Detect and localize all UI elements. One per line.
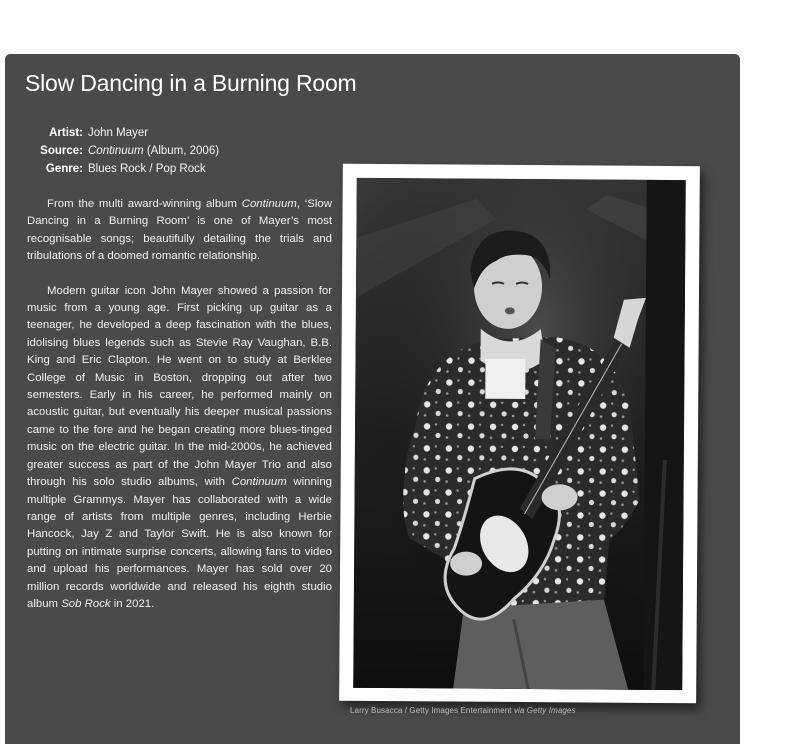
caption-via: via Getty Images [513, 706, 576, 715]
photo-frame [339, 164, 700, 703]
para2-part1: Modern guitar icon John Mayer showed a passion for music from a young age. First picking up guitar as a teenager, he developed a deep fascination with the blues, idolising blues legends such as Stevie Ray Vaughan, B.B. King and Eric Clapton. He went on to study at Berklee College of Music in Boston, dropping out after two semesters. Early in his career, he performed mainly on acoustic guitar, but eventually his deeper musical passions came to the fore and he began creating more blues-tinged music on the electric guitar. In the mid-2000s, he achieved greater success as part of the John Mayer Trio and also through his solo studio albums, with [27, 284, 332, 489]
para2-part3: in 2021. [110, 597, 155, 610]
source-album: Continuum [88, 145, 144, 157]
guitarist-illustration [353, 178, 686, 690]
genre-row [25, 160, 219, 178]
paragraph-bio [27, 283, 332, 614]
para1-lead: From the multi award-winning album [47, 198, 242, 210]
genre-value: Blues Rock / Pop Rock [88, 163, 206, 175]
paragraph-intro [27, 196, 332, 266]
source-value [88, 142, 219, 160]
para1-rest: , ‘Slow Dancing in a Burning Room’ is one of Mayer’s most recognisable songs; beautifully detailing the trials and tribulations of a doomed romantic relationship. [27, 198, 332, 263]
caption-credit: Larry Busacca / Getty Images Entertainment [350, 706, 514, 715]
article-title: Slow Dancing in a Burning Room [25, 70, 357, 96]
source-label: Source: [40, 145, 83, 157]
para2-album2: Sob Rock [61, 597, 111, 610]
source-detail: (Album, 2006) [143, 145, 220, 157]
article-panel [5, 54, 740, 744]
para2-part2: winning multiple Grammys. Mayer has collaborated with a wide range of artists from multiple genres, including Herbie Hancock, Jay Z and Taylor Swift. He is also known for putting on intimate surprise concerts, allowing fans to video and upload his performances. Mayer has sold over 20 million records worldwide and released his eighth studio album [27, 476, 332, 610]
article-body [27, 196, 332, 630]
artist-value: John Mayer [88, 127, 149, 139]
genre-label: Genre: [45, 163, 83, 175]
source-row [25, 142, 219, 160]
artist-photo [353, 178, 686, 690]
para2-album: Continuum [231, 476, 287, 489]
song-meta [25, 124, 219, 178]
artist-row [25, 124, 219, 142]
artist-label: Artist: [49, 127, 83, 139]
para1-album: Continuum [241, 198, 297, 210]
photo-caption [350, 706, 576, 715]
